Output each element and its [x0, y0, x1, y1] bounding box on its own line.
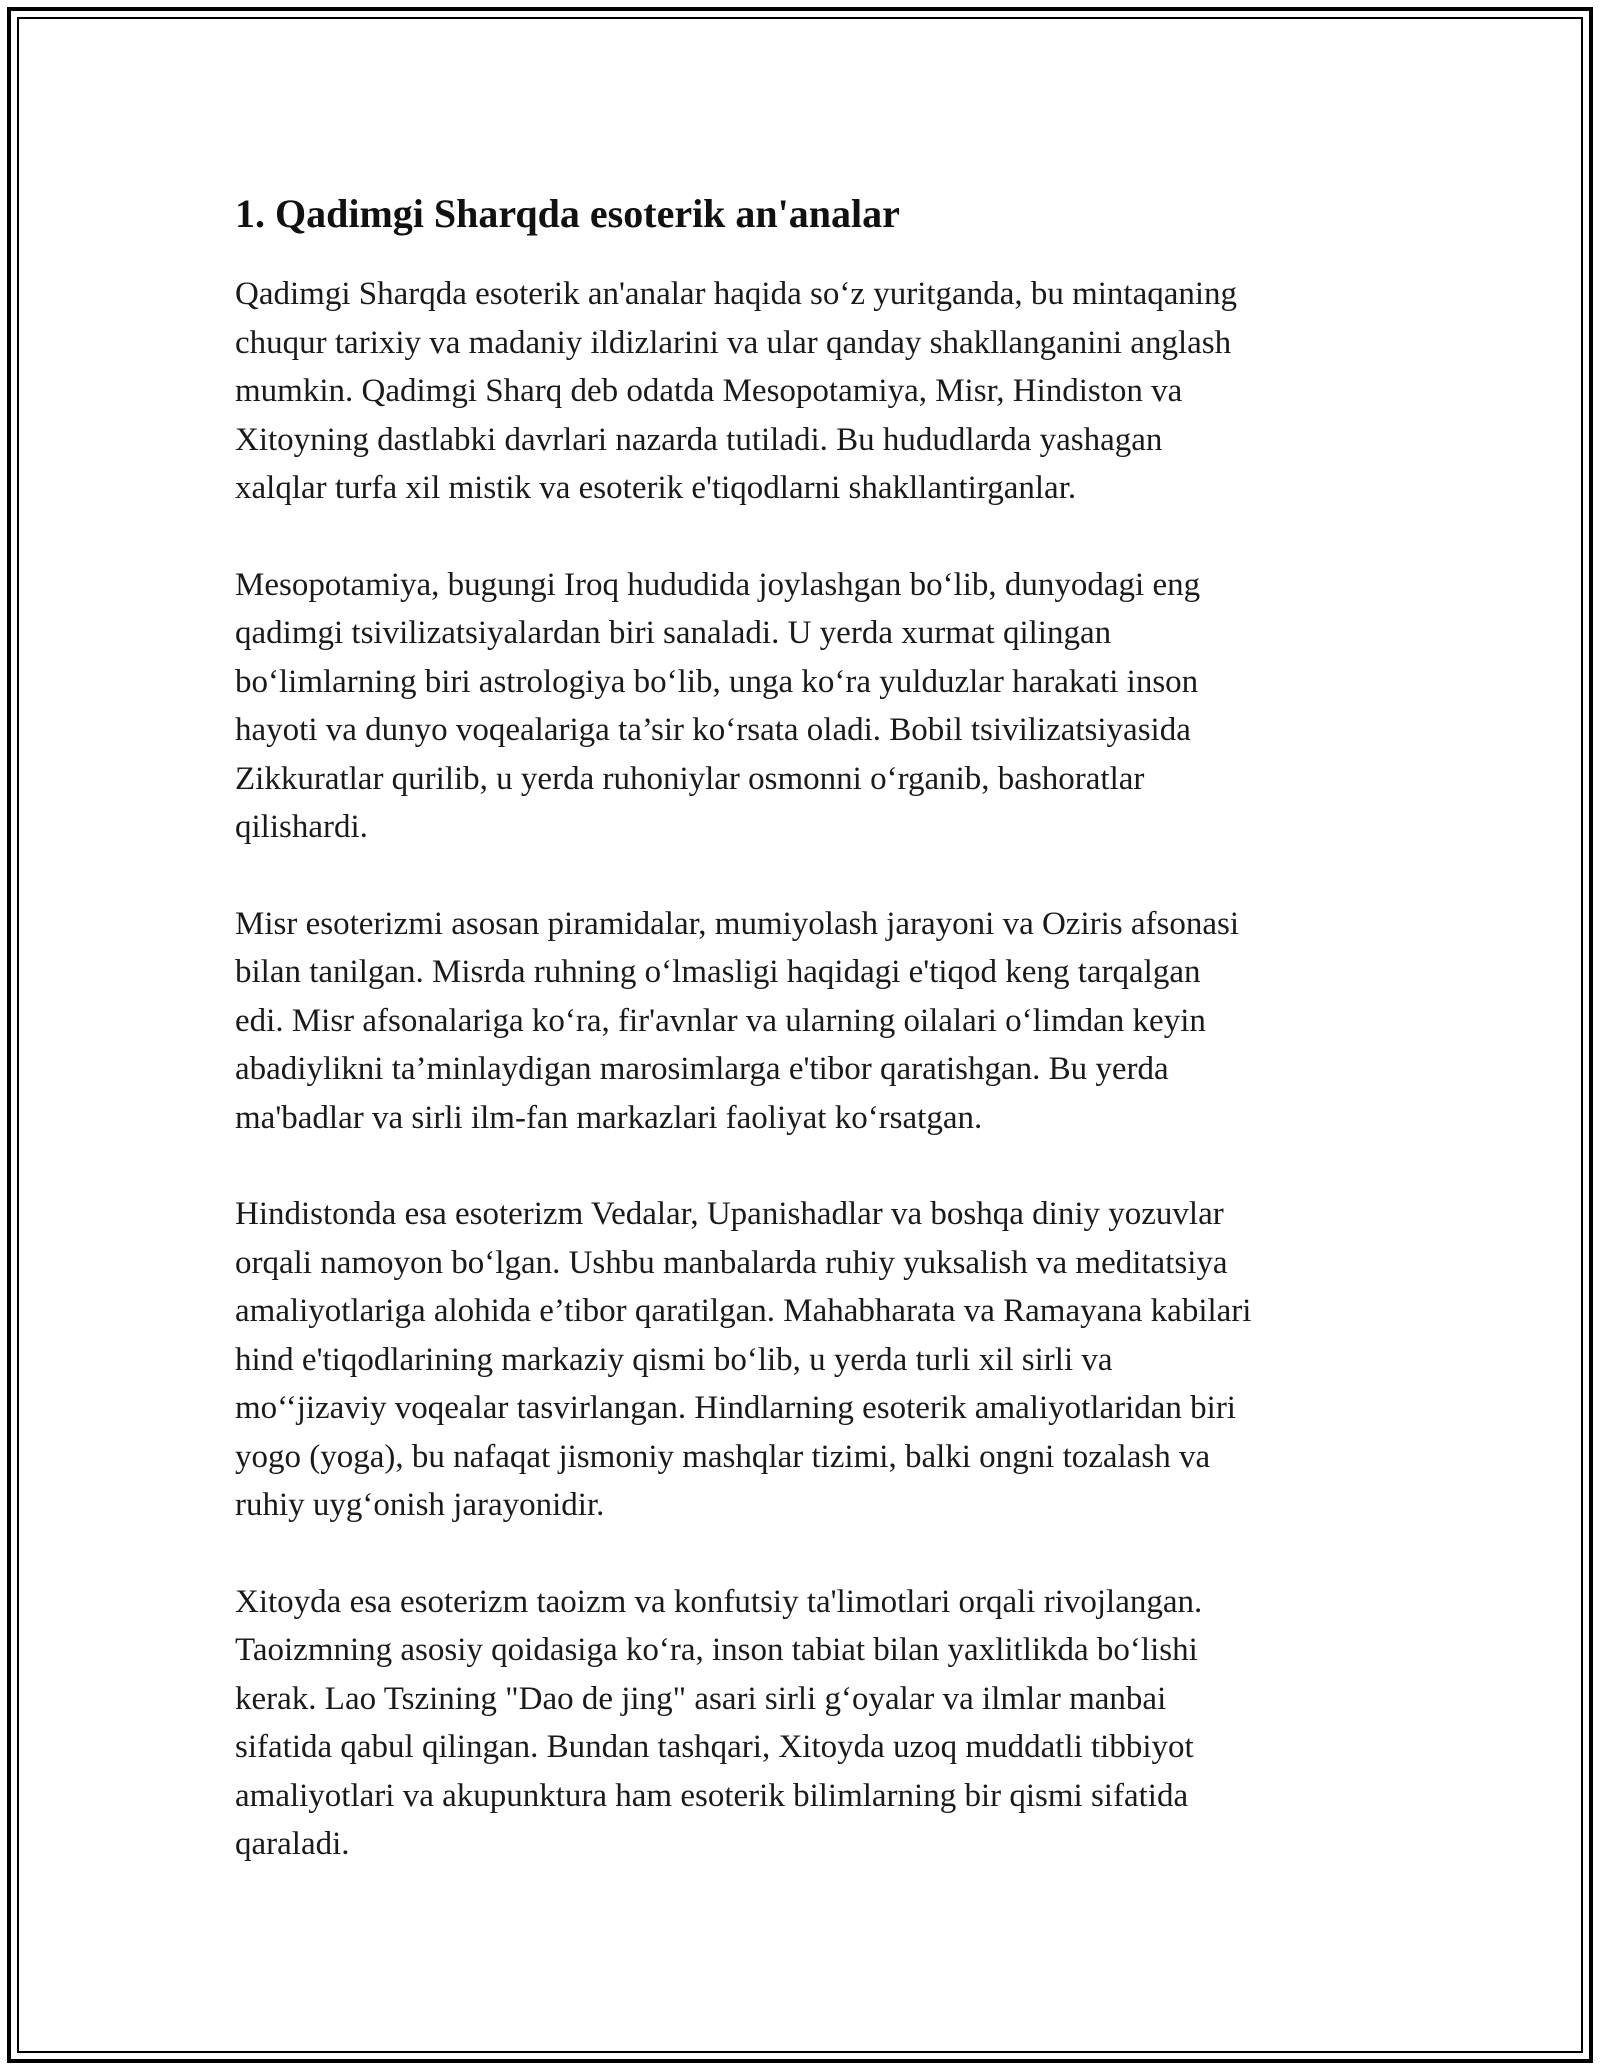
text-line: ma'badlar va sirli ilm-fan markazlari faoliyat ko‘rsatgan. — [235, 1099, 983, 1136]
text-line: yogo (yoga), bu nafaqat jismoniy mashqlar tizimi, balki ongni tozalash va — [235, 1438, 1211, 1475]
text-line: kerak. Lao Tszining "Dao de jing" asari sirli g‘oyalar va ilmlar manbai — [235, 1680, 1167, 1717]
paragraph-india — [235, 1190, 1365, 1530]
text-line: Zikkuratlar qurilib, u yerda ruhoniylar osmonni o‘rganib, bashoratlar — [235, 760, 1145, 797]
text-line: ruhiy uyg‘onish jarayonidir. — [235, 1487, 605, 1523]
document-body — [235, 186, 1365, 1917]
text-line: hind e'tiqodlarining markaziy qismi bo‘lib, u yerda turli xil sirli va — [235, 1341, 1113, 1378]
text-line: abadiylikni ta’minlaydigan marosimlarga e'tibor qaratishgan. Bu yerda — [235, 1051, 1169, 1087]
text-line: Hindistonda esa esoterizm Vedalar, Upanishadlar va boshqa diniy yozuvlar — [235, 1196, 1224, 1232]
text-line: mumkin. Qadimgi Sharq deb odatda Mesopotamiya, Misr, Hindiston va — [235, 373, 1183, 409]
text-line: hayoti va dunyo voqealariga ta’sir ko‘rsata oladi. Bobil tsivilizatsiyasida — [235, 712, 1191, 748]
text-line: qilishardi. — [235, 809, 368, 845]
text-line: qadimgi tsivilizatsiyalardan biri sanaladi. U yerda xurmat qilingan — [235, 615, 1112, 651]
text-line: edi. Misr afsonalariga ko‘ra, fir'avnlar va ularning oilalari o‘limdan keyin — [235, 1002, 1206, 1039]
text-line: mo‘‘jizaviy voqealar tasvirlangan. Hindlarning esoterik amaliyotlaridan biri — [235, 1390, 1236, 1426]
text-line: orqali namoyon bo‘lgan. Ushbu manbalarda ruhiy yuksalish va meditatsiya — [235, 1244, 1228, 1281]
paragraph-mesopotamia — [235, 561, 1365, 852]
text-line: Taoizmning asosiy qoidasiga ko‘ra, inson tabiat bilan yaxlitlikda bo‘lishi — [235, 1632, 1198, 1668]
text-line: bilan tanilgan. Misrda ruhning o‘lmasligi haqidagi e'tiqod keng tarqalgan — [235, 954, 1201, 990]
paragraph-intro — [235, 270, 1365, 513]
text-line: bo‘limlarning biri astrologiya bo‘lib, unga ko‘ra yulduzlar harakati inson — [235, 663, 1199, 700]
text-line: xalqlar turfa xil mistik va esoterik e'tiqodlarni shakllantirganlar. — [235, 470, 1077, 506]
text-line: Xitoyning dastlabki davrlari nazarda tutiladi. Bu hududlarda yashagan — [235, 421, 1163, 458]
text-line: qaraladi. — [235, 1826, 350, 1862]
text-line: Mesopotamiya, bugungi Iroq hududida joylashgan bo‘lib, dunyodagi eng — [235, 566, 1201, 603]
text-line: chuqur tarixiy va madaniy ildizlarini va ular qanday shakllanganini anglash — [235, 324, 1232, 361]
text-line: Qadimgi Sharqda esoterik an'analar haqida so‘z yuritganda, bu mintaqaning — [235, 276, 1238, 312]
text-line: amaliyotlariga alohida e’tibor qaratilgan. Mahabharata va Ramayana kabilari — [235, 1293, 1252, 1329]
text-line: Xitoyda esa esoterizm taoizm va konfutsiy ta'limotlari orqali rivojlangan. — [235, 1583, 1203, 1620]
text-line: amaliyotlari va akupunktura ham esoterik bilimlarning bir qismi sifatida — [235, 1777, 1189, 1814]
paragraph-china — [235, 1578, 1365, 1869]
section-heading: 1. Qadimgi Sharqda esoterik an'analar — [235, 191, 900, 236]
paragraph-egypt — [235, 900, 1365, 1143]
text-line: Misr esoterizmi asosan piramidalar, mumiyolash jarayoni va Oziris afsonasi — [235, 905, 1240, 942]
text-line: sifatida qabul qilingan. Bundan tashqari, Xitoyda uzoq muddatli tibbiyot — [235, 1729, 1194, 1765]
